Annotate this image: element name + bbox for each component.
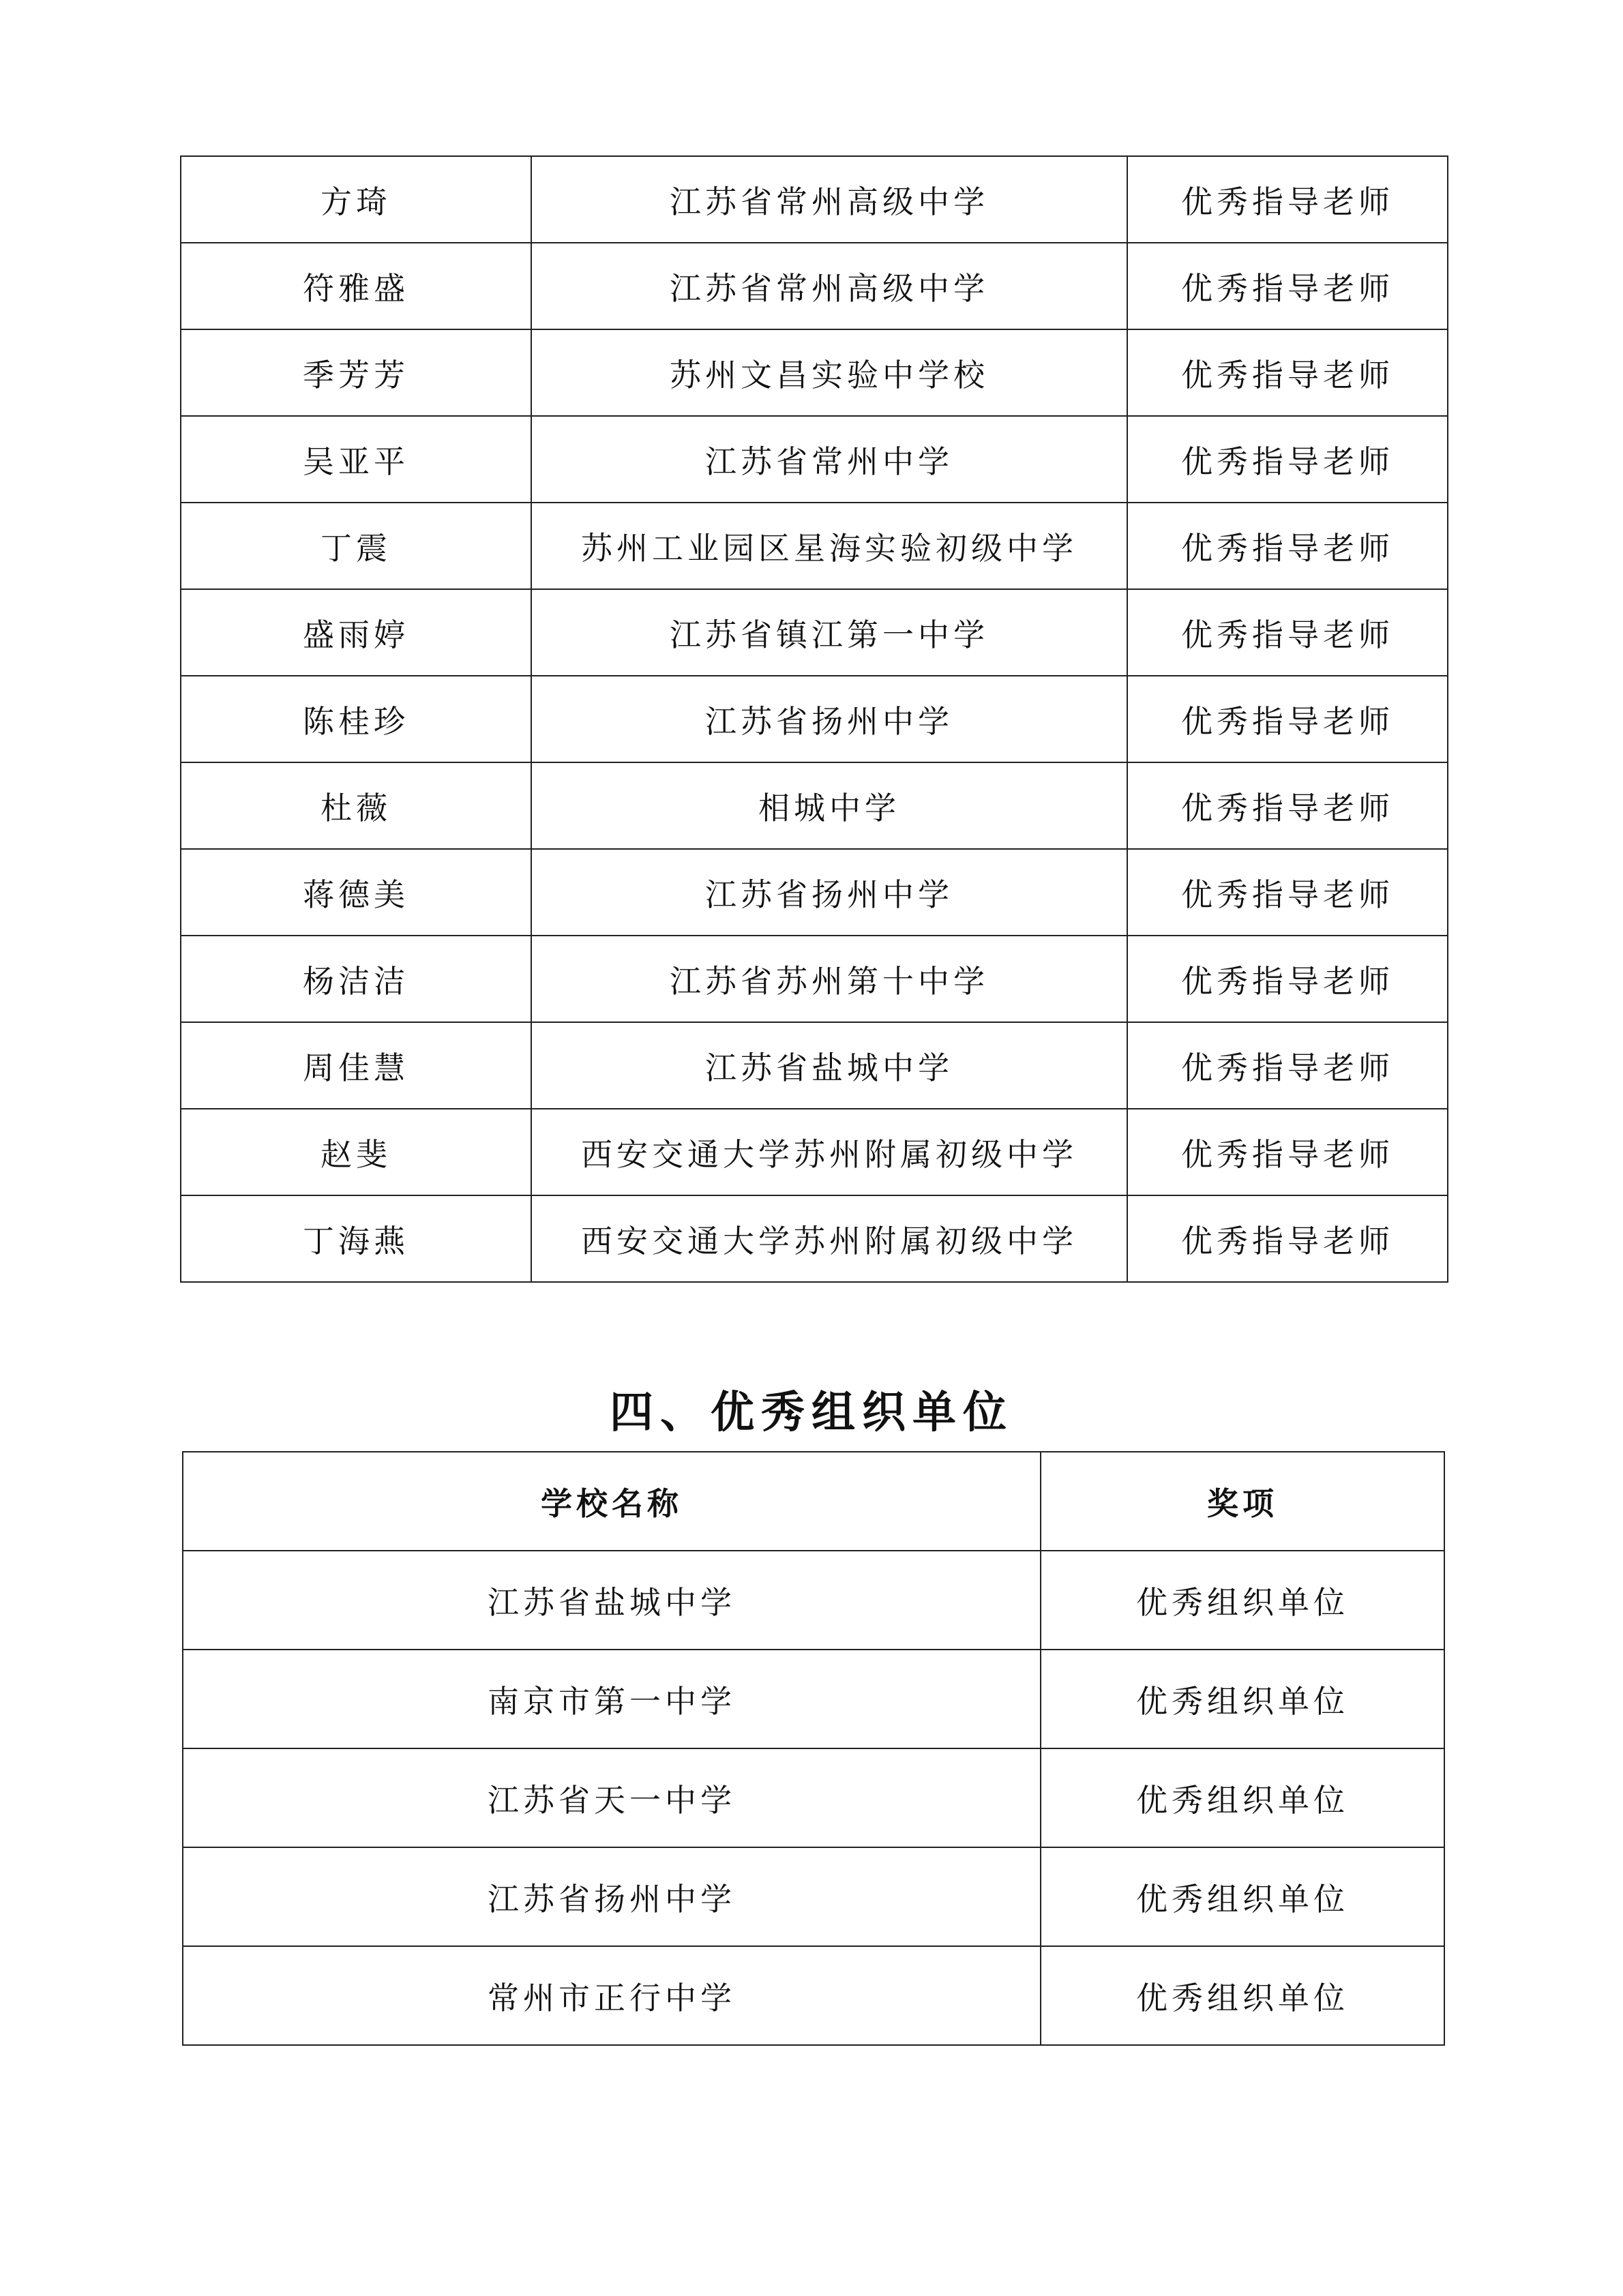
award-name: 优秀指导老师	[1127, 589, 1448, 676]
table-row	[183, 1946, 1444, 2045]
table-row	[181, 503, 1448, 589]
teacher-name: 盛雨婷	[181, 589, 531, 676]
school-name: 江苏省苏州第十中学	[531, 936, 1127, 1022]
award-name: 优秀指导老师	[1127, 243, 1448, 329]
school-name: 江苏省盐城中学	[183, 1551, 1041, 1650]
column-header-school: 学校名称	[183, 1452, 1041, 1551]
school-name: 南京市第一中学	[183, 1650, 1041, 1748]
school-name: 江苏省扬州中学	[531, 849, 1127, 936]
teacher-name: 杜薇	[181, 762, 531, 849]
award-name: 优秀组织单位	[1041, 1847, 1444, 1946]
teacher-name: 季芳芳	[181, 329, 531, 416]
award-name: 优秀指导老师	[1127, 329, 1448, 416]
teacher-name: 方琦	[181, 156, 531, 243]
school-name: 江苏省扬州中学	[183, 1847, 1041, 1946]
table-row	[183, 1748, 1444, 1847]
school-name: 江苏省天一中学	[183, 1748, 1041, 1847]
table-row	[181, 676, 1448, 762]
school-name: 苏州工业园区星海实验初级中学	[531, 503, 1127, 589]
teacher-name: 周佳慧	[181, 1022, 531, 1109]
teacher-name: 杨洁洁	[181, 936, 531, 1022]
award-name: 优秀指导老师	[1127, 849, 1448, 936]
award-name: 优秀指导老师	[1127, 762, 1448, 849]
table-row	[181, 589, 1448, 676]
table-row	[181, 1195, 1448, 1282]
school-name: 江苏省常州中学	[531, 416, 1127, 503]
award-name: 优秀指导老师	[1127, 416, 1448, 503]
school-name: 江苏省常州高级中学	[531, 156, 1127, 243]
school-name: 江苏省常州高级中学	[531, 243, 1127, 329]
table-row	[183, 1847, 1444, 1946]
school-name: 江苏省扬州中学	[531, 676, 1127, 762]
teacher-award-table	[180, 155, 1448, 1283]
table-header-row	[183, 1452, 1444, 1551]
column-header-award: 奖项	[1041, 1452, 1444, 1551]
teacher-name: 吴亚平	[181, 416, 531, 503]
award-name: 优秀指导老师	[1127, 1022, 1448, 1109]
school-name: 苏州文昌实验中学校	[531, 329, 1127, 416]
school-name: 常州市正行中学	[183, 1946, 1041, 2045]
award-name: 优秀指导老师	[1127, 1109, 1448, 1195]
school-name: 相城中学	[531, 762, 1127, 849]
school-name: 江苏省盐城中学	[531, 1022, 1127, 1109]
teacher-name: 蒋德美	[181, 849, 531, 936]
award-name: 优秀指导老师	[1127, 503, 1448, 589]
table-row	[181, 156, 1448, 243]
school-name: 江苏省镇江第一中学	[531, 589, 1127, 676]
teacher-name: 丁海燕	[181, 1195, 531, 1282]
award-name: 优秀组织单位	[1041, 1650, 1444, 1748]
table-row	[181, 849, 1448, 936]
table-row	[181, 762, 1448, 849]
table-row	[181, 1109, 1448, 1195]
teacher-name: 赵斐	[181, 1109, 531, 1195]
section-title: 四、优秀组织单位	[610, 1388, 1013, 1438]
teacher-name: 符雅盛	[181, 243, 531, 329]
table-row	[181, 329, 1448, 416]
award-name: 优秀指导老师	[1127, 156, 1448, 243]
award-name: 优秀指导老师	[1127, 676, 1448, 762]
teacher-name: 陈桂珍	[181, 676, 531, 762]
organization-award-table	[182, 1451, 1445, 2046]
table-row	[181, 936, 1448, 1022]
award-name: 优秀组织单位	[1041, 1551, 1444, 1650]
award-name: 优秀组织单位	[1041, 1946, 1444, 2045]
award-name: 优秀组织单位	[1041, 1748, 1444, 1847]
award-name: 优秀指导老师	[1127, 1195, 1448, 1282]
table-row	[181, 416, 1448, 503]
school-name: 西安交通大学苏州附属初级中学	[531, 1195, 1127, 1282]
table-row	[181, 243, 1448, 329]
table-row	[183, 1551, 1444, 1650]
teacher-name: 丁震	[181, 503, 531, 589]
table-row	[183, 1650, 1444, 1748]
school-name: 西安交通大学苏州附属初级中学	[531, 1109, 1127, 1195]
table-row	[181, 1022, 1448, 1109]
award-name: 优秀指导老师	[1127, 936, 1448, 1022]
